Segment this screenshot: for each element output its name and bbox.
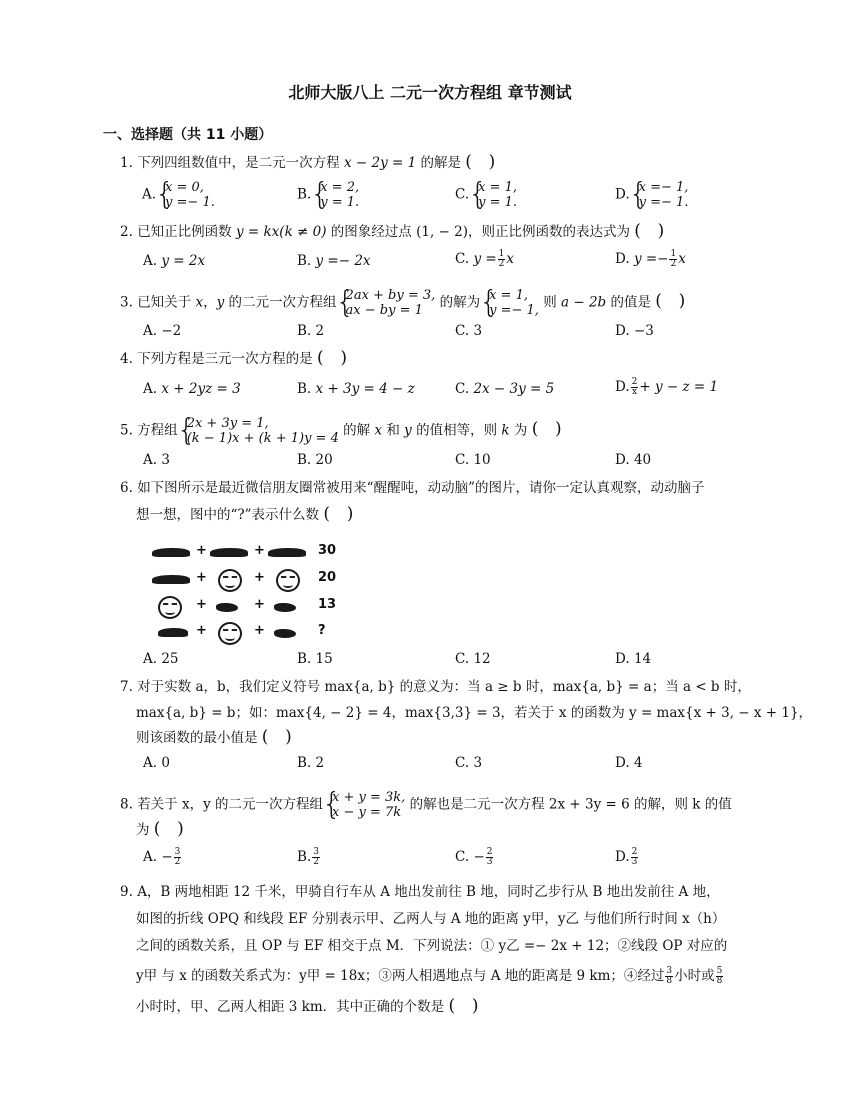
whistle-icon [274, 603, 296, 612]
question-5: 5. 方程组 { 2x + 3y = 1, (k − 1)x + (k + 1)y = 4 的解 x 和 y 的值相等，则 k 为 ( ) [120, 416, 562, 446]
option-a[interactable]: A. { x = 0, y =− 1. [142, 180, 215, 210]
question-2: 2. 已知正比例函数 y = kx(k ≠ 0) 的图象经过点 (1, − 2)，则正比例函数的表达式为 ( ) [120, 222, 664, 242]
question-text: 的解是 [420, 155, 461, 171]
option-d[interactable]: D. { x =− 1, y =− 1. [615, 180, 688, 210]
option-a[interactable]: A. 3 [143, 452, 170, 468]
shoe-icon [268, 548, 306, 557]
question-9-line2: 如图的折线 OPQ 和线段 EF 分别表示甲、乙两人与 A 地的距离 y甲，y乙 与他们所行时间 x（h） [136, 911, 726, 927]
puzzle-result: 13 [318, 597, 337, 612]
question-3: 3. 已知关于 x，y 的二元一次方程组 { 2ax + by = 3, ax − by = 1 的解为 { x = 1, y =− 1, 则 a − 2b 的值是 ( ) [120, 288, 685, 318]
option-c[interactable]: C. 2x − 3y = 5 [455, 381, 555, 397]
whistle-icon [274, 629, 296, 638]
puzzle-row: + + 13 [148, 596, 368, 618]
option-b[interactable]: B. 2 [297, 755, 325, 771]
question-7-line2: max{a, b} = b；如：max{4, − 2} = 4，max{3,3} = 3，若关于 x 的函数为 y = max{x + 3, − x + 1}， [136, 705, 813, 721]
puzzle-row: + + ? [148, 622, 368, 644]
option-d[interactable]: D. 4 [615, 755, 643, 771]
puzzle-picture [148, 540, 368, 652]
option-b[interactable]: B. { x = 2, y = 1. [297, 180, 359, 210]
option-b[interactable]: B. y =− 2x [297, 253, 371, 269]
whistle-icon [216, 603, 238, 612]
shoe-icon [152, 575, 190, 584]
question-number: 1. [120, 155, 133, 171]
question-9-line3: 之间的函数关系，且 OP 与 EF 相交于点 M．下列说法：① y乙 =− 2x + 12；②线段 OP 对应的 [136, 938, 728, 954]
answer-blank[interactable] [465, 155, 495, 173]
option-d[interactable]: D. 40 [615, 452, 652, 468]
answer-blank[interactable] [154, 822, 184, 840]
option-c[interactable]: C. { x = 1, y = 1. [455, 180, 517, 210]
question-6-line2: 想一想，图中的“?”表示什么数 ( ) [136, 505, 353, 525]
equation: x − 2y = 1 [343, 155, 417, 171]
option-c[interactable]: C. y = $\frac{1}{2}$ x [455, 249, 515, 269]
option-c[interactable]: C. 3 [455, 323, 483, 339]
option-a[interactable]: A. 25 [143, 651, 179, 667]
option-b[interactable]: B. 20 [297, 452, 333, 468]
option-a[interactable]: A. −2 [143, 323, 182, 339]
page-title: 北师大版八上 二元一次方程组 章节测试 [288, 83, 572, 102]
option-d[interactable]: D. $\frac{2}{3}$ [615, 847, 638, 867]
puzzle-result: ? [318, 623, 326, 638]
shoe-icon [158, 628, 188, 637]
answer-blank[interactable] [634, 224, 664, 242]
answer-blank[interactable] [532, 422, 562, 440]
answer-blank[interactable] [655, 294, 685, 312]
puzzle-row: + + 30 [148, 542, 368, 564]
answer-blank[interactable] [317, 351, 347, 369]
section-heading: 一、选择题（共 11 小题） [103, 127, 273, 143]
option-b[interactable]: B. 15 [297, 651, 333, 667]
shoe-icon [210, 548, 248, 557]
question-9-line4: y甲 与 x 的函数关系式为：y甲 = 18x；③两人相遇地点与 A 地的距离是 9 km；④经过 $\frac{3}{8}$ 小时或 $\frac{5}{8}$ [136, 966, 723, 986]
question-8-line2: 为 ( ) [136, 820, 184, 840]
option-c[interactable]: C. 12 [455, 651, 491, 667]
option-a[interactable]: A. x + 2yz = 3 [143, 381, 241, 397]
question-text: 下列四组数值中，是二元一次方程 [137, 155, 340, 171]
answer-blank[interactable] [262, 730, 292, 748]
question-4: 4. 下列方程是三元一次方程的是 ( ) [120, 349, 347, 369]
option-c[interactable]: C. 10 [455, 452, 491, 468]
shoe-icon [152, 548, 190, 557]
face-icon [158, 596, 182, 619]
question-7-line3: 则该函数的最小值是 ( ) [136, 728, 292, 748]
option-c[interactable]: C. 3 [455, 755, 483, 771]
puzzle-result: 30 [318, 543, 337, 558]
question-9-line5: 小时时，甲、乙两人相距 3 km．其中正确的个数是 ( ) [136, 997, 478, 1017]
answer-blank[interactable] [448, 999, 478, 1017]
option-c[interactable]: C. − $\frac{2}{3}$ [455, 847, 493, 867]
question-6: 6. 如下图所示是最近微信朋友圈常被用来“醒醒吨，动动脑”的图片，请你一定认真观察，动动脑子 [120, 480, 705, 496]
option-a[interactable]: A. 0 [143, 755, 170, 771]
face-icon [218, 622, 242, 645]
option-d[interactable]: D. y =− $\frac{1}{2}$ x [615, 249, 686, 269]
question-8: 8. 若关于 x，y 的二元一次方程组 { x + y = 3k, x − y = 7k 的解也是二元一次方程 2x + 3y = 6 的解，则 k 的值 [120, 790, 732, 820]
option-a[interactable]: A. − $\frac{3}{2}$ [143, 847, 181, 867]
puzzle-result: 20 [318, 570, 337, 585]
face-icon [276, 569, 300, 592]
puzzle-row: + + 20 [148, 569, 368, 591]
option-b[interactable]: B. 2 [297, 323, 325, 339]
face-icon [218, 569, 242, 592]
answer-blank[interactable] [323, 507, 353, 525]
equation: y = kx(k ≠ 0) [235, 224, 327, 240]
option-d[interactable]: D. 14 [615, 651, 652, 667]
option-b[interactable]: B. $\frac{3}{2}$ [297, 847, 319, 867]
question-9: 9. A，B 两地相距 12 千米，甲骑自行车从 A 地出发前往 B 地，同时乙步行从 B 地出发前往 A 地， [120, 884, 720, 900]
option-d[interactable]: D. $\frac{2}{x}$ + y − z = 1 [615, 377, 719, 397]
question-7: 7. 对于实数 a，b，我们定义符号 max{a, b} 的意义为：当 a ≥ b 时，max{a, b} = a；当 a < b 时， [120, 679, 751, 695]
question-1 [120, 153, 495, 173]
option-d[interactable]: D. −3 [615, 323, 654, 339]
option-b[interactable]: B. x + 3y = 4 − z [297, 381, 415, 397]
option-a[interactable]: A. y = 2x [143, 253, 206, 269]
